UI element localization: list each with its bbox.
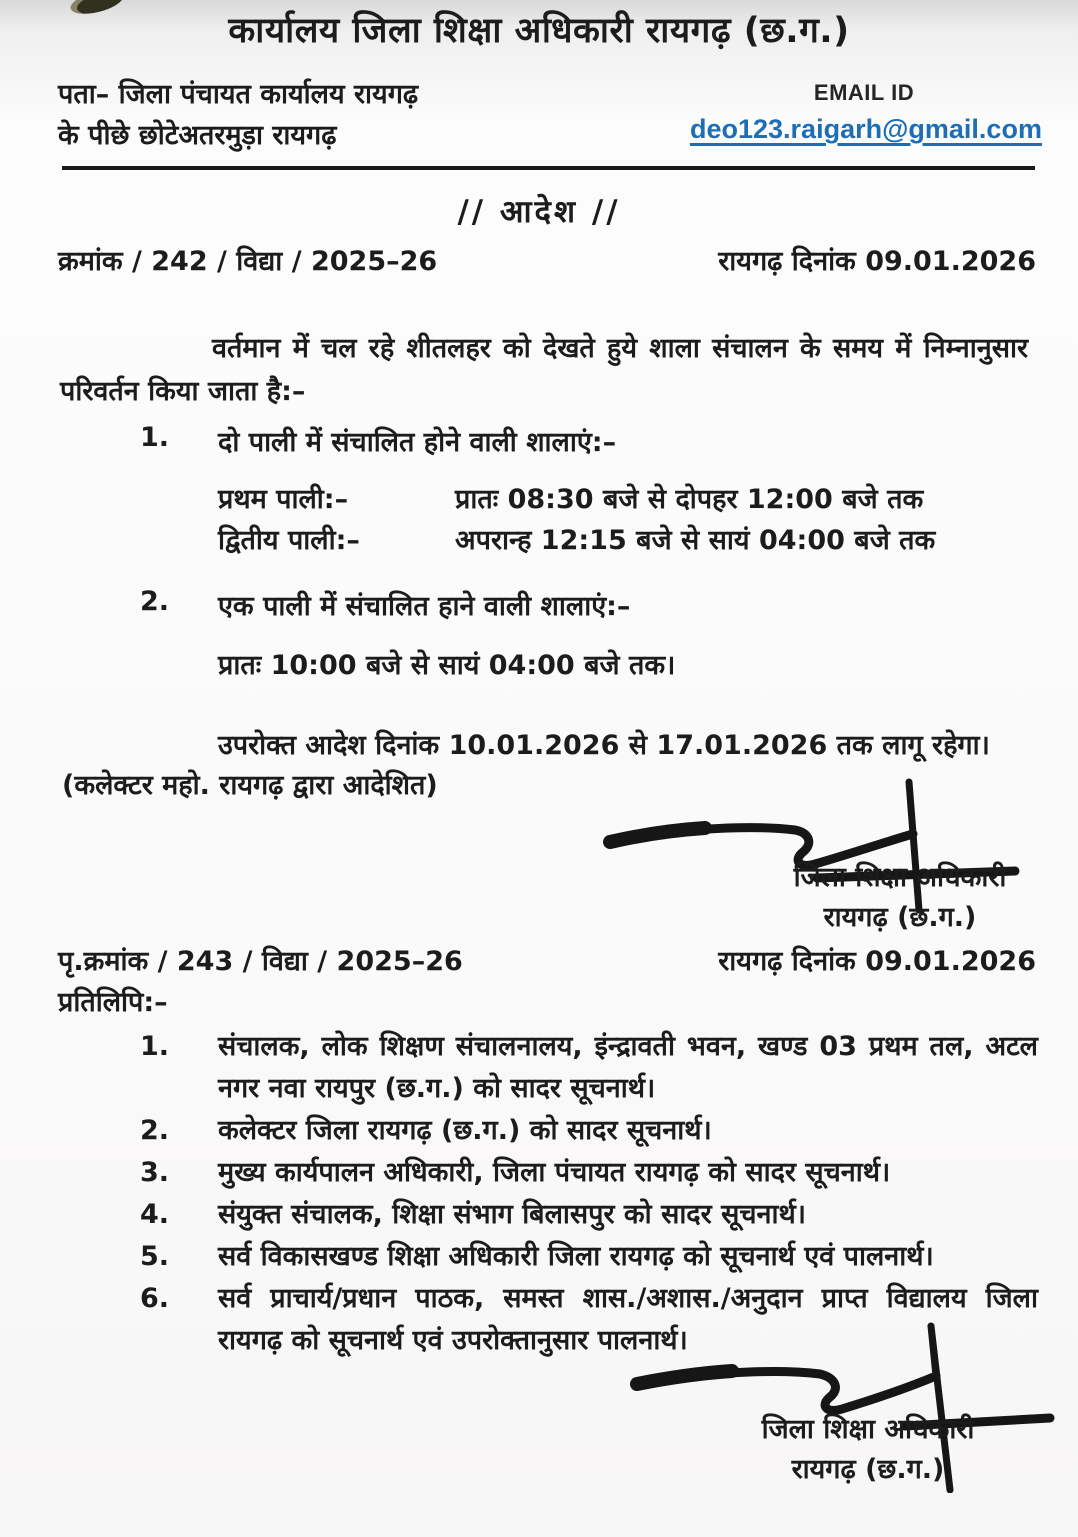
order-ref-no: क्रमांक / 242 / विद्या / 2025–26 [58,246,438,277]
endorsement-place-date: रायगढ़ दिनांक 09.01.2026 [718,946,1036,977]
copy-item-text: मुख्य कार्यपालन अधिकारी, जिला पंचायत रायगढ़ को सादर सूचनार्थ। [218,1157,891,1188]
order-item-1 [140,422,1038,459]
item-1-heading: दो पाली में संचालित होने वाली शालाएं:– [218,427,617,458]
signatory-block-bottom [718,1410,1018,1490]
item-2-number: 2. [140,586,170,617]
shift-row-first [218,479,935,520]
order-item-2 [140,586,1038,623]
order-place-date: रायगढ़ दिनांक 09.01.2026 [718,246,1036,277]
order-ref-row [58,241,1036,278]
signatory-title-bottom: जिला शिक्षा अधिकारी [761,1414,975,1445]
copy-item-text: कलेक्टर जिला रायगढ़ (छ.ग.) को सादर सूचनार्थ। [218,1115,712,1146]
collector-note: (कलेक्टर महो. रायगढ़ द्वारा आदेशित) [62,770,438,801]
shift-2-label: द्वितीय पाली:– [218,525,360,556]
copy-item [140,1236,1038,1278]
copy-item-number: 6. [140,1283,170,1314]
copy-item-number: 2. [140,1115,170,1146]
office-address [58,74,418,156]
copy-item-text: संयुक्त संचालक, शिक्षा संभाग बिलासपुर को सादर सूचनार्थ। [218,1199,806,1230]
order-heading: // आदेश // [457,194,621,230]
copy-item [140,1194,1038,1236]
shift-1-label: प्रथम पाली:– [218,484,349,515]
single-shift-time: प्रातः 10:00 बजे से सायं 04:00 बजे तक। [218,650,676,681]
copy-item-number: 4. [140,1199,170,1230]
signatory-place-top: रायगढ़ (छ.ग.) [823,902,977,933]
copy-item [140,1026,1038,1110]
copy-item [140,1110,1038,1152]
shift-table [218,479,935,561]
shift-2-time: अपरान्ह 12:15 बजे से सायं 04:00 बजे तक [455,525,936,556]
email-link[interactable]: deo123.raigarh@gmail.com [690,114,1042,144]
copy-to-list [140,1026,1038,1362]
signatory-title-top: जिला शिक्षा अधिकारी [793,862,1007,893]
address-line-1: पता– जिला पंचायत कार्यालय रायगढ़ [58,79,419,110]
copy-item-text: सर्व विकासखण्ड शिक्षा अधिकारी जिला रायगढ़ को सूचनार्थ एवं पालनार्थ। [218,1241,934,1272]
endorsement-ref-no: पृ.क्रमांक / 243 / विद्या / 2025–26 [58,946,463,977]
order-intro: वर्तमान में चल रहे शीतलहर को देखते हुये शाला संचालन के समय में निम्नानुसार परिवर्तन किया जाता है:– [60,333,1028,407]
email-label: EMAIL ID [813,80,915,105]
copy-item-number: 1. [140,1031,170,1062]
header-divider [62,166,1035,170]
shift-1-time: प्रातः 08:30 बजे से दोपहर 12:00 बजे तक [455,484,924,515]
office-title: कार्यालय जिला शिक्षा अधिकारी रायगढ़ (छ.ग.) [228,11,850,51]
item-2-heading: एक पाली में संचालित हाने वाली शालाएं:– [218,591,631,622]
endorsement-ref-row [58,941,1036,978]
copy-item [140,1278,1038,1362]
copy-to-label: प्रतिलिपि:– [58,987,168,1018]
copy-item-number: 5. [140,1241,170,1272]
copy-item-number: 3. [140,1157,170,1188]
address-line-2: के पीछे छोटेअतरमुड़ा रायगढ़ [58,120,337,151]
signatory-block-top [750,858,1050,938]
shift-row-second [218,520,935,561]
validity-line: उपरोक्त आदेश दिनांक 10.01.2026 से 17.01.2026 तक लागू रहेगा। [218,730,990,761]
email-block [690,80,1042,145]
signatory-place-bottom: रायगढ़ (छ.ग.) [791,1454,945,1485]
copy-item-text: संचालक, लोक शिक्षण संचालनालय, इंन्द्रावती भवन, खण्ड 03 प्रथम तल, अटल नगर नवा रायपुर (छ.ग.) को सादर सूचनार्थ। [218,1031,1038,1104]
copy-item-text: सर्व प्राचार्य/प्रधान पाठक, समस्त शास./अशास./अनुदान प्राप्त विद्यालय जिला रायगढ़ को सूचनार्थ एवं उपरोक्तानुसार पालनार्थ। [218,1283,1038,1356]
copy-item [140,1152,1038,1194]
item-1-number: 1. [140,422,170,453]
